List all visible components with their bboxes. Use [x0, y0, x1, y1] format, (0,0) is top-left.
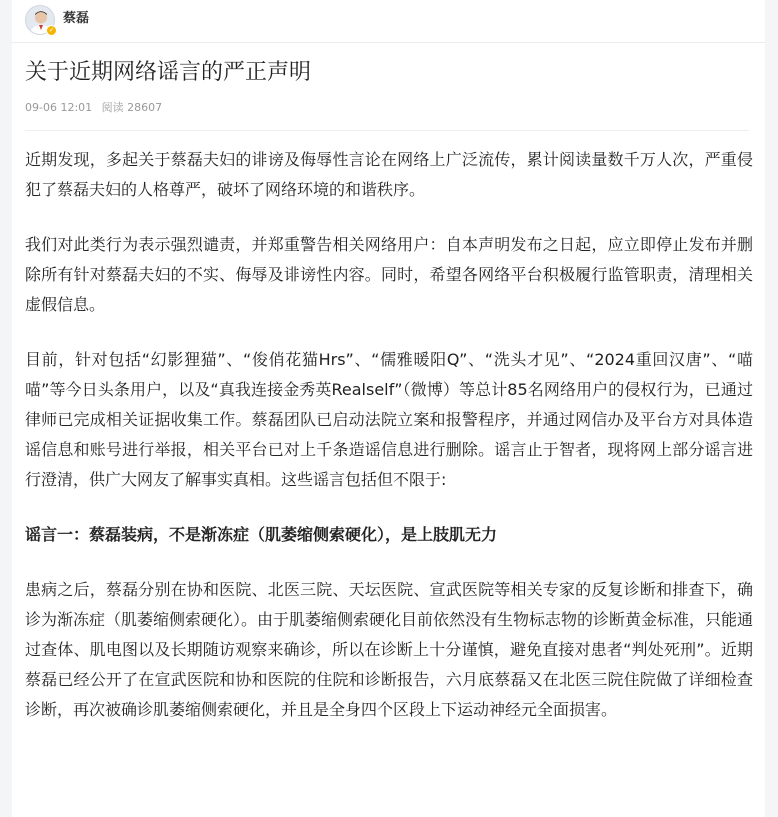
article-page	[12, 0, 765, 817]
author-header	[12, 0, 765, 43]
paragraph: 近期发现，多起关于蔡磊夫妇的诽谤及侮辱性言论在网络上广泛流传，累计阅读量数千万人次，严重侵犯了蔡磊夫妇的人格尊严，破坏了网络环境的和谐秩序。	[25, 150, 753, 199]
read-count: 阅读 28607	[101, 101, 163, 114]
author-name[interactable]: 蔡磊	[63, 11, 90, 26]
article-meta	[25, 101, 162, 115]
paragraph: 目前，针对包括“幻影狸猫”、“俊俏花猫Hrs”、“儒雅暖阳Q”、“洗头才见”、“2024重回汉唐”、“喵喵”等今日头条用户，以及“真我连接金秀英Realself”（微博）等总计85名网络用户的侵权行为，已通过律师已完成相关证据收集工作。蔡磊团队已启动法院立案和报警程序，并通过网信办及平台方对具体造谣信息和账号进行举报，相关平台已对上千条造谣信息进行删除。谣言止于智者，现将网上部分谣言进行澄清，供广大网友了解事实真相。这些谣言包括但不限于:	[25, 350, 753, 489]
rumor-heading: 谣言一：蔡磊装病，不是渐冻症（肌萎缩侧索硬化），是上肢肌无力	[25, 525, 498, 544]
title-divider	[25, 130, 749, 131]
paragraph: 患病之后，蔡磊分别在协和医院、北医三院、天坛医院、宣武医院等相关专家的反复诊断和排查下，确诊为渐冻症（肌萎缩侧索硬化）。由于肌萎缩侧索硬化目前依然没有生物标志物的诊断黄金标准，只能通过查体、肌电图以及长期随访观察来确诊，所以在诊断上十分谨慎，避免直接对患者“判处死刑”。近期蔡磊已经公开了在宣武医院和协和医院的住院和诊断报告，六月底蔡磊又在北医三院住院做了详细检查诊断，再次被确诊肌萎缩侧索硬化，并且是全身四个区段上下运动神经元全面损害。	[25, 580, 754, 719]
verified-badge-icon: ✓	[46, 25, 57, 36]
paragraph: 我们对此类行为表示强烈谴责，并郑重警告相关网络用户：自本声明发布之日起，应立即停止发布并删除所有针对蔡磊夫妇的不实、侮辱及诽谤性内容。同时，希望各网络平台积极履行监管职责，清理相关虚假信息。	[25, 235, 753, 314]
article-body	[25, 145, 753, 750]
publish-time: 09-06 12:01	[25, 101, 93, 114]
article-title: 关于近期网络谣言的严正声明	[25, 60, 312, 85]
